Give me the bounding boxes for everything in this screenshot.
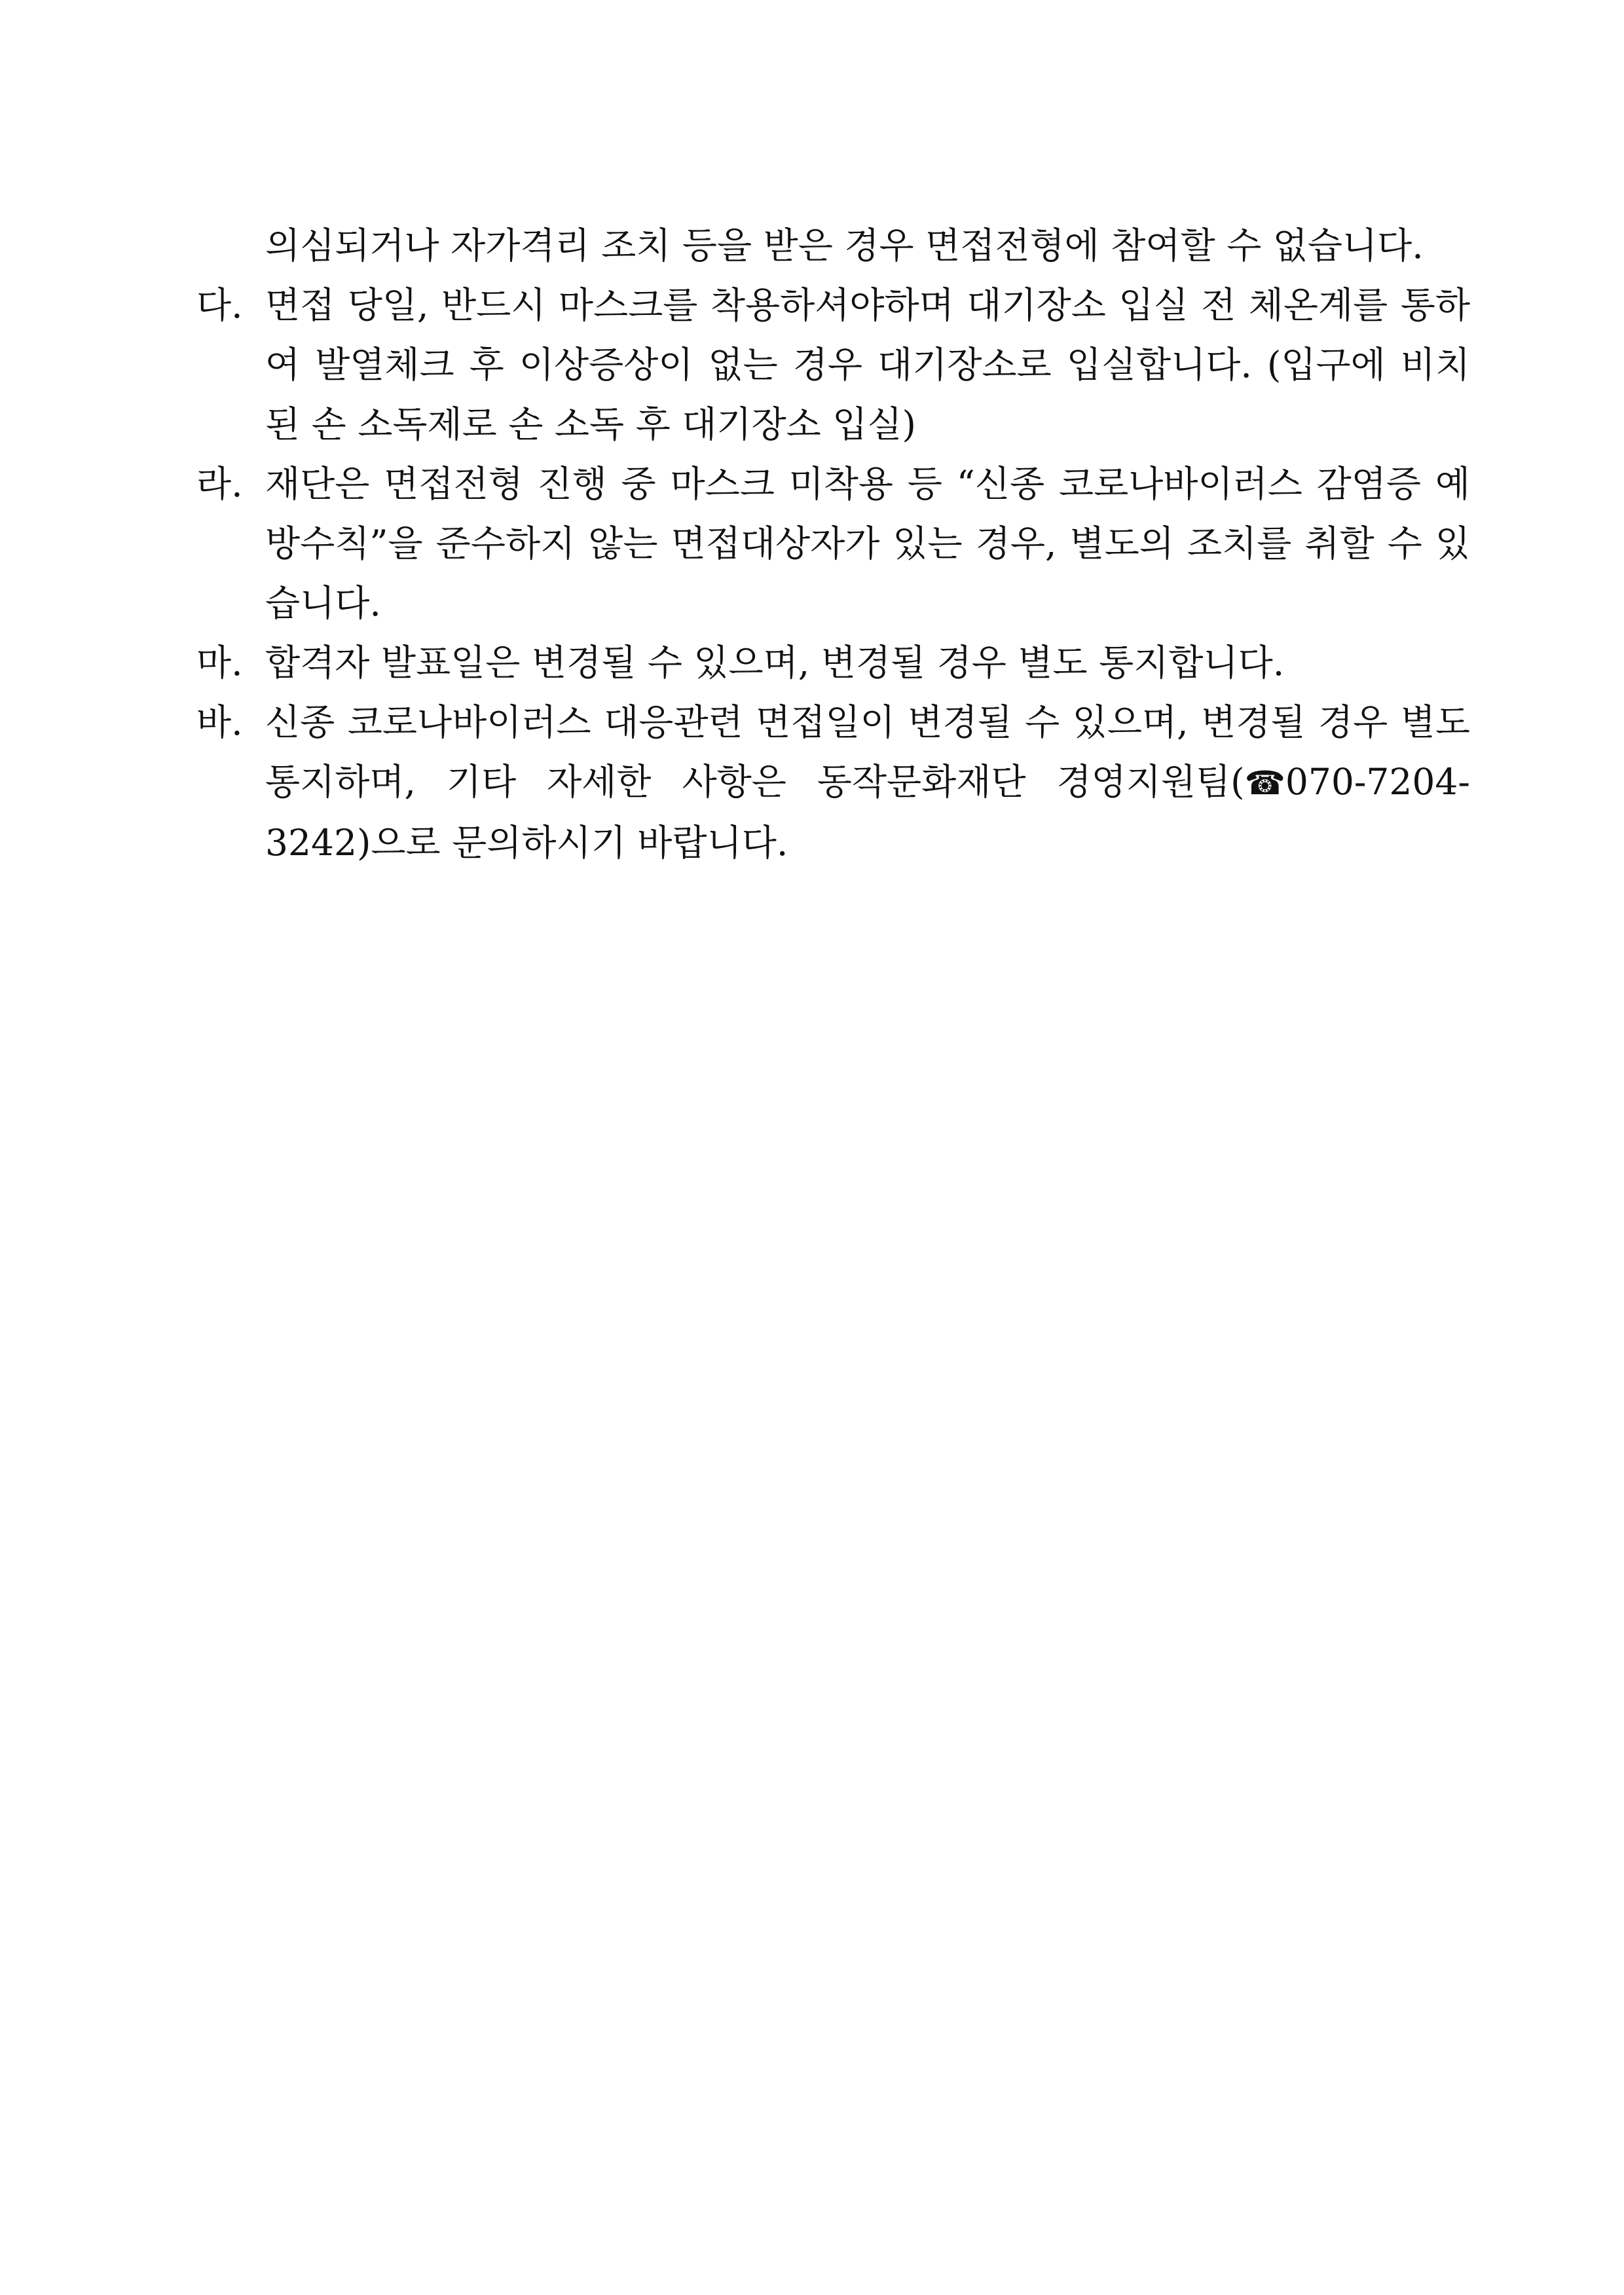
item-text-after-icon: 070-7204-3242)으로 문의하시기 바랍니다.: [265, 761, 1470, 864]
item-text: 합격자 발표일은 변경될 수 있으며, 변경될 경우 별도 통지합니다.: [265, 642, 1285, 684]
item-marker: 바.: [196, 701, 243, 743]
list-item: [196, 276, 1470, 454]
item-marker: 라.: [196, 463, 243, 505]
item-text-before-icon: 신종 코로나바이러스 대응관련 면접일이 변경될 수 있으며, 변경될 경우 별도 통지하며, 기타 자세한 사항은 동작문화재단 경영지원팀(: [265, 701, 1470, 803]
list-item: [196, 693, 1470, 873]
item-marker: 마.: [196, 642, 243, 684]
item-text: 의심되거나 자가격리 조치 등을 받은 경우 면접전형에 참여할 수 없습니다.: [265, 225, 1424, 266]
phone-icon: ☎: [1244, 764, 1285, 802]
list-item: [196, 216, 1470, 276]
list-item: [196, 454, 1470, 633]
item-text: 면접 당일, 반드시 마스크를 착용하셔야하며 대기장소 입실 전 체온계를 통하여 발열체크 후 이상증상이 없는 경우 대기장소로 입실합니다. (입구에 비치된 손 소독제로 손 소독 후 대기장소 입실): [265, 284, 1470, 445]
list-item: [196, 633, 1470, 693]
item-marker: 다.: [196, 284, 243, 326]
notice-list: [196, 216, 1470, 873]
item-text: 재단은 면접전형 진행 중 마스크 미착용 등 “신종 코로나바이러스 감염증 예방수칙”을 준수하지 않는 면접대상자가 있는 경우, 별도의 조치를 취할 수 있습니다.: [265, 463, 1470, 624]
